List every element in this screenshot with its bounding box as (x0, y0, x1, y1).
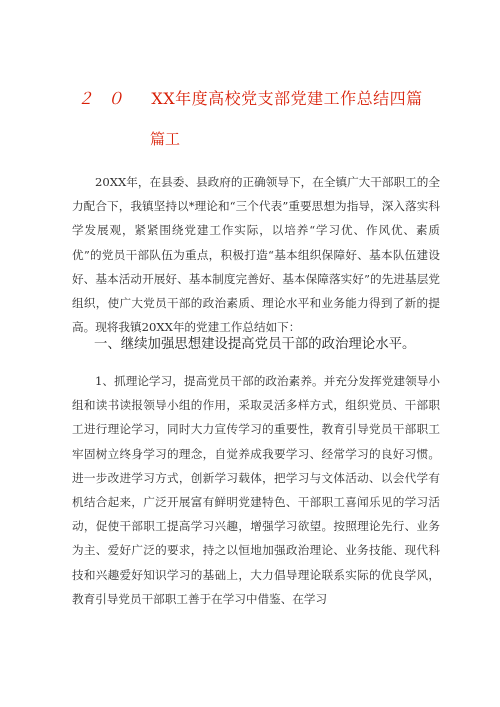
paragraph-2 (72, 369, 440, 611)
title-text: XX年度高校党支部党建工作总结四篇 (151, 89, 423, 108)
title-number: ２０ (77, 89, 138, 108)
heading-1: 一、继续加强思想建设提高党员干部的政治理论水平。 (94, 337, 416, 352)
paragraph-2-body: 并充分发挥党建领导小组和读书读报领导小组的作用，采取灵活多样方式，组织党员、干部职工进行理论学习，同时大力宣传学习的重要性，教育引导党员干部职工牢固树立终身学习的理念，自觉养成我要学习、经常学习的良好习惯。进一步改进学习方式，创新学习载体，把学习与文体活动、以会代学有机结合起来，广泛开展富有鲜明党建特色、干部职工喜闻乐见的学习活动，促使干部职工提高学习兴趣，增强学习欲望。按照理论先行、业务为主、爱好广泛的要求，持之以恒地加强政治理论、业务技能、现代科技和兴趣爱好知识学习的基础上，大力倡导理论联系实际的优良学风，教育引导党员干部职工善于在学习中借鉴、在学习 (72, 374, 440, 606)
intro-paragraph: 20XX年，在县委、县政府的正确领导下，在全镇广大干部职工的全力配合下，我镇坚持以*理论和“三个代表”重要思想为指导，深入落实科学发展观，紧紧围绕党建工作实际，以培养“学习优、作风优、素质优”的党员干部队伍为重点，积极打造“基本组织保障好、基本队伍建设好、基本活动开展好、基本制度完善好、基本保障落实好”的先进基层党组织，使广大党员干部的政治素质、理论水平和业务能力得到了新的提高。现将我镇20XX年的党建工作总结如下： (72, 175, 440, 335)
document-title (0, 86, 500, 109)
section-label: 篇工 (150, 130, 181, 148)
paragraph-2-lead: 1、抓理论学习，提高党员干部的政治素养。 (95, 374, 324, 388)
